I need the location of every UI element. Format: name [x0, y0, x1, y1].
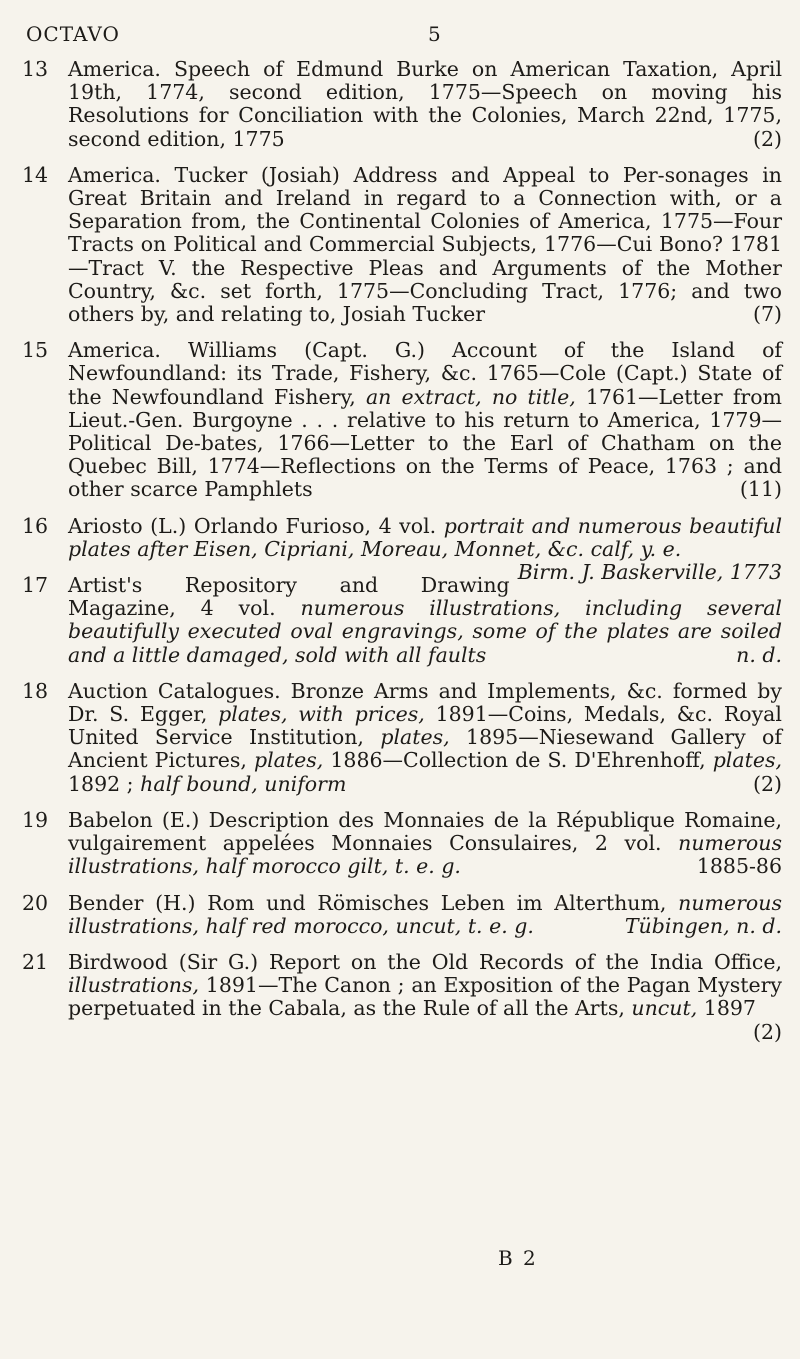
lot-number: 17 — [22, 573, 49, 598]
lot-number: 14 — [22, 162, 49, 187]
lot-description: America. Tucker (Josiah) Address and Appeal to Per-sonages in Great Britain and Ireland in regard to a Connection with, or a Separation from, the Continental Colonies of America, 1775—Four Tracts on Political and Commercial Subjects, 1776—Cui Bono? 1781—Tract V. the Respective Pleas and Arguments of the Mother Country, &c. set forth, 1775—Concluding Tract, 1776; and two others by, and relating to, Josiah Tucker — [68, 162, 782, 327]
lot-description: 1895—Niesewand Gallery of Ancient Pictures, — [68, 725, 782, 773]
lot-quantity: (2) — [752, 1019, 782, 1044]
lot-number: 15 — [22, 338, 49, 363]
lot-description: America. Williams (Capt. G.) Account of the Island of Newfoundland: its Trade, Fishery, &c. 1765—Cole (Capt.) State of the Newfoundland Fishery, — [68, 338, 782, 409]
lot-list — [22, 58, 782, 1044]
lot-imprint: Birm. J. Baskerville, 1773 — [517, 560, 782, 585]
lot-number: 20 — [22, 890, 49, 915]
lot-quantity: (11) — [739, 477, 782, 502]
lot-description-italic: plates, — [712, 748, 782, 773]
signature-mark: B 2 — [498, 1246, 538, 1270]
lot-imprint: Tübingen, n. d. — [624, 913, 782, 938]
lot-entry — [22, 949, 782, 1044]
lot-description-italic: plates, with prices, — [218, 702, 425, 727]
lot-description: 1897 — [703, 996, 756, 1021]
lot-description: 1891—The Canon ; an Exposition of the Pagan Mystery perpetuated in the Cabala, as the Rule of all the Arts, — [68, 973, 782, 1021]
lot-number: 18 — [22, 678, 49, 703]
lot-description-italic: uncut, — [631, 996, 698, 1021]
lot-quantity: (7) — [752, 302, 782, 327]
lot-imprint: n. d. — [736, 642, 782, 667]
lot-entry — [22, 892, 782, 938]
lot-description-italic: portrait and numerous beautiful plates after Eisen, Cipriani, Moreau, Monnet, &c. calf, y. e. — [68, 513, 783, 561]
lot-description: 1886—Collection de S. D'Ehrenhoff, — [330, 748, 706, 773]
lot-description: Birdwood (Sir G.) Report on the Old Records of the India Office, — [68, 949, 782, 974]
section-title: OCTAVO — [26, 22, 120, 46]
lot-description: Auction Catalogues. Bronze Arms and Implements, &c. formed by Dr. S. Egger, — [68, 678, 782, 727]
lot-quantity: (2) — [752, 126, 782, 151]
lot-description: 1761—Letter from Lieut.-Gen. Burgoyne . . . relative to his return to America, 1779—Political De-bates, 1766—Letter to the Earl of Chatham on the Quebec Bill, 1774—Reflections on the Terms of Peace, 1763 ; and other scarce Pamphlets — [68, 384, 782, 502]
lot-description-italic: plates, — [253, 748, 324, 773]
lot-description: 1892 ; — [68, 771, 134, 796]
lot-number: 21 — [22, 949, 49, 974]
lot-description-italic: an extract, no title, — [365, 384, 576, 409]
lot-description-italic: plates, — [380, 725, 450, 750]
lot-entry — [22, 339, 782, 501]
lot-description-italic: illustrations, — [68, 973, 200, 998]
lot-entry — [22, 680, 782, 796]
lot-description-italic: numerous illustrations, half red morocco, uncut, t. e. g. — [68, 890, 782, 938]
lot-entry — [22, 58, 782, 151]
page-header — [26, 22, 774, 52]
lot-quantity: (2) — [752, 771, 782, 796]
lot-entry — [22, 513, 783, 585]
lot-entry — [22, 574, 782, 667]
page-number: 5 — [428, 22, 442, 46]
lot-description-italic: numerous illustrations, including several beautifully executed oval engravings, some of the plates are soiled and a little damaged, sold with all faults — [68, 596, 782, 667]
lot-description-italic: numerous illustrations, half morocco gilt, t. e. g. — [68, 831, 782, 879]
lot-description: Artist's Repository and Drawing Magazine, 4 vol. — [68, 573, 510, 621]
lot-description: Bender (H.) Rom und Römisches Leben im Alterthum, — [68, 890, 667, 915]
lot-number: 13 — [22, 57, 49, 81]
lot-description: Babelon (E.) Description des Monnaies de la République Romaine, vulgairement appelées Monnaies Consulaires, 2 vol. — [68, 807, 782, 856]
lot-description: Ariosto (L.) Orlando Furioso, 4 vol. — [68, 513, 437, 538]
lot-description: America. Speech of Edmund Burke on American Taxation, April 19th, 1774, second edition, 1775—Speech on moving his Resolutions for Conciliation with the Colonies, March 22nd, 1775, second edition, 1775 — [68, 57, 782, 151]
lot-number: 16 — [22, 513, 49, 538]
lot-number: 19 — [22, 807, 49, 832]
lot-imprint: 1885-86 — [696, 854, 782, 879]
lot-description: 1891—Coins, Medals, &c. Royal United Service Institution, — [68, 702, 782, 750]
lot-entry — [22, 164, 782, 326]
lot-entry — [22, 809, 782, 879]
lot-description-italic: half bound, uniform — [140, 771, 347, 796]
